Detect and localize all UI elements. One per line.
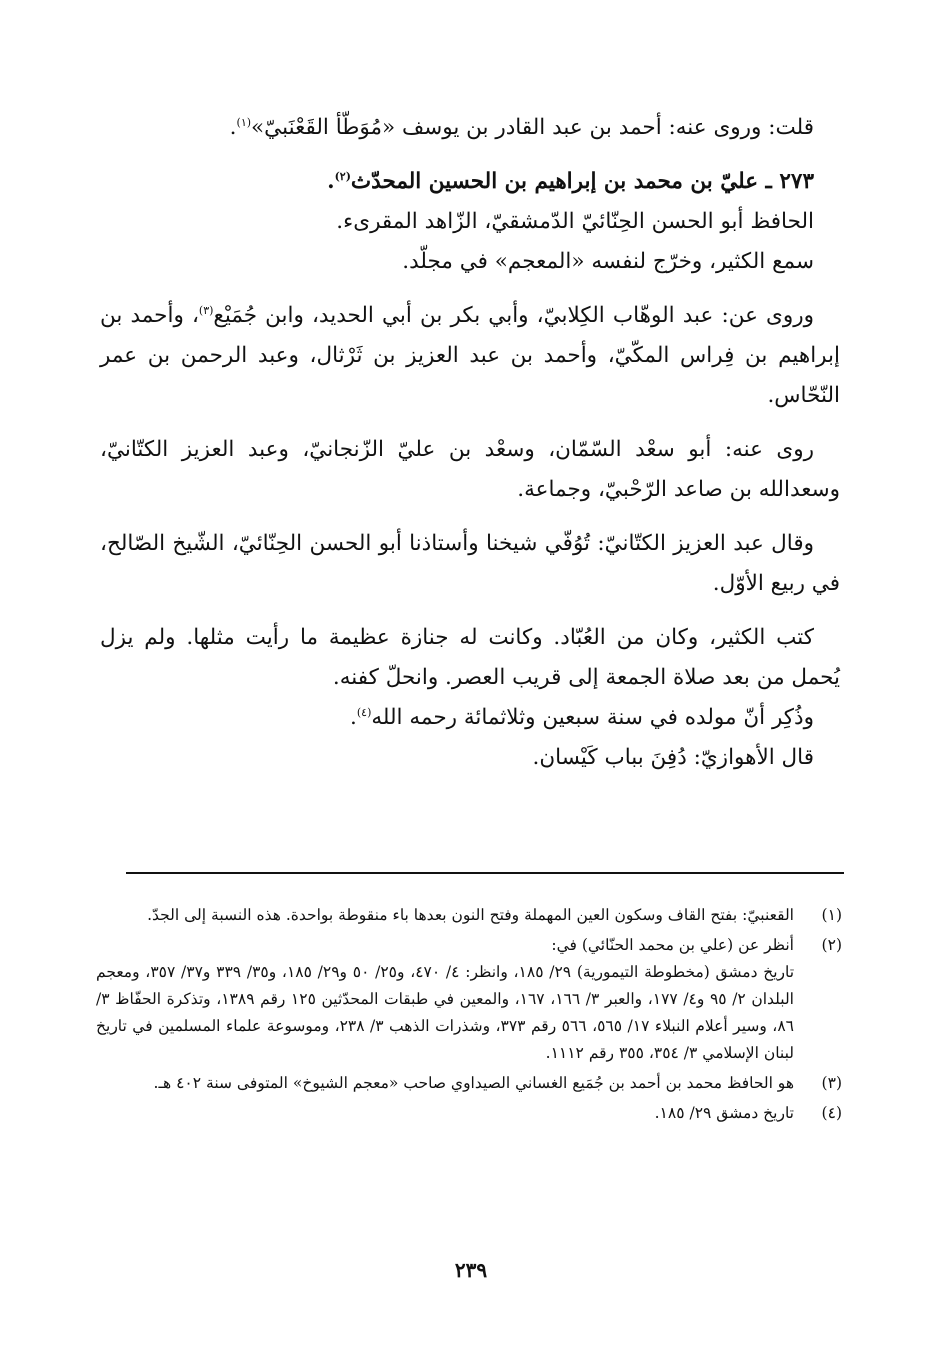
paragraph: وقال عبد العزيز الكتّانيّ: تُوُفّي شيخنا وأستاذنا أبو الحسن الحِنّائيّ، الشّيخ الصّالح، في ربيع الأوّل. (100, 531, 840, 596)
footnote-line: أنظر عن (علي بن محمد الحنّائي) في: (551, 936, 794, 954)
footnote-ref: (١) (236, 115, 252, 129)
footnotes (96, 902, 844, 1130)
paragraph: روى عنه: أبو سعْد السّمّان، وسعْد بن عليّ الزّنجانيّ، وعبد العزيز الكتّانيّ، وسعدالله بن صاعد الرّحْبيّ، وجماعة. (100, 437, 840, 502)
paragraph-text: وروى عن: عبد الوهّاب الكِلابيّ، وأبي بكر بن أبي الحديد، وابن جُمَيْع (213, 303, 814, 328)
paragraph-text: وذُكِر أنّ مولده في سنة سبعين وثلاثمائة رحمه الله (371, 705, 814, 730)
footnote (96, 1070, 844, 1097)
footnote-ref: (٣) (198, 303, 214, 317)
footnote-number: (٤) (821, 1104, 842, 1122)
entry-heading (100, 162, 840, 202)
paragraph-tail: . (350, 705, 357, 730)
footnote-line: القعنبيّ: بفتح القاف وسكون العين المهملة وفتح النون بعدها باء منقوطة بواحدة. هذه النسبة إلى الجدّ. (147, 906, 794, 924)
paragraph (100, 698, 840, 738)
footnote-text (96, 1100, 794, 1127)
paragraph-tail: . (327, 169, 335, 194)
paragraph: الحافظ أبو الحسن الحِنّائيّ الدّمشقيّ، الزّاهد المقرىء. (336, 209, 814, 234)
footnote (96, 1100, 844, 1127)
footnote-line: هو الحافظ محمد بن أحمد بن جُمَيع الغساني الصيداوي صاحب «معجم الشيوخ» المتوفى سنة ٤٠٢ هـ. (153, 1074, 794, 1092)
footnote-number: (١) (821, 906, 842, 924)
footnote-ref: (٤) (356, 705, 372, 719)
footnote-line: تاريخ دمشق (مخطوطة التيمورية) ٢٩/ ١٨٥، وانظر: ٤/ ٤٧٠، و٢٥/ ٥٠ و٢٩/ ١٨٥، و٣٥/ ٣٣٩ و٣٧/ ٣٥٧، ومعجم البلدان ٢/ ٩٥ و٤/ ١٧٧، والعبر ٣/ ١٦٦، ١٦٧، والمعين في طبقات المحدّثين ١٢٥ رقم ١٣٨٩، وتذكرة الحفّاظ ٣/ ٨٦، وسير أعلام النبلاء ١٧/ ٥٦٥، ٥٦٦ رقم ٣٧٣، وشذرات الذهب ٣/ ٢٣٨، وموسوعة علماء المسلمين في تاريخ لبنان الإسلامي ٣/ ٣٥٤، ٣٥٥ رقم ١١١٢. (96, 963, 795, 1062)
paragraph (100, 296, 840, 416)
paragraph: قال الأهوازيّ: دُفِنَ بباب كَيْسان. (532, 745, 814, 770)
paragraph-text: قلت: وروى عنه: أحمد بن عبد القادر بن يوسف «مُوَطّأ القَعْنَبيّ» (251, 115, 814, 140)
footnote (96, 932, 844, 1067)
footnote-line: تاريخ دمشق ٢٩/ ١٨٥. (654, 1104, 794, 1122)
footnote-ref: (٢) (334, 169, 351, 183)
footnote-text (96, 1070, 794, 1097)
footnote-number: (٢) (821, 936, 842, 954)
entry-title-text: ٢٧٣ ـ عليّ بن محمد بن إبراهيم بن الحسين المحدّث (350, 169, 814, 194)
paragraph: سمع الكثير، وخرّج لنفسه «المعجم» في مجلّد. (402, 249, 814, 274)
footnote-separator (126, 872, 844, 874)
footnote-number: (٣) (821, 1074, 842, 1092)
paragraph-tail: . (229, 115, 237, 140)
page-number: ٢٣٩ (454, 1258, 488, 1282)
paragraph-tail: ، وأحمد بن إبراهيم بن فِراس المكّيّ، وأحمد بن عبد العزيز بن ثَرْثال، وعبد الرحمن بن عمر النّحّاس. (100, 303, 840, 408)
paragraph: كتب الكثير، وكان من العُبّاد. وكانت له جنازة عظيمة ما رأيت مثلها. ولم يزل يُحمل من بعد صلاة الجمعة إلى قريب العصر. وانحلّ كفنه. (100, 625, 840, 690)
footnote-text (96, 902, 794, 929)
footnote-text (96, 932, 794, 1067)
footnote (96, 902, 844, 929)
main-text (100, 108, 840, 778)
paragraph (100, 108, 840, 148)
